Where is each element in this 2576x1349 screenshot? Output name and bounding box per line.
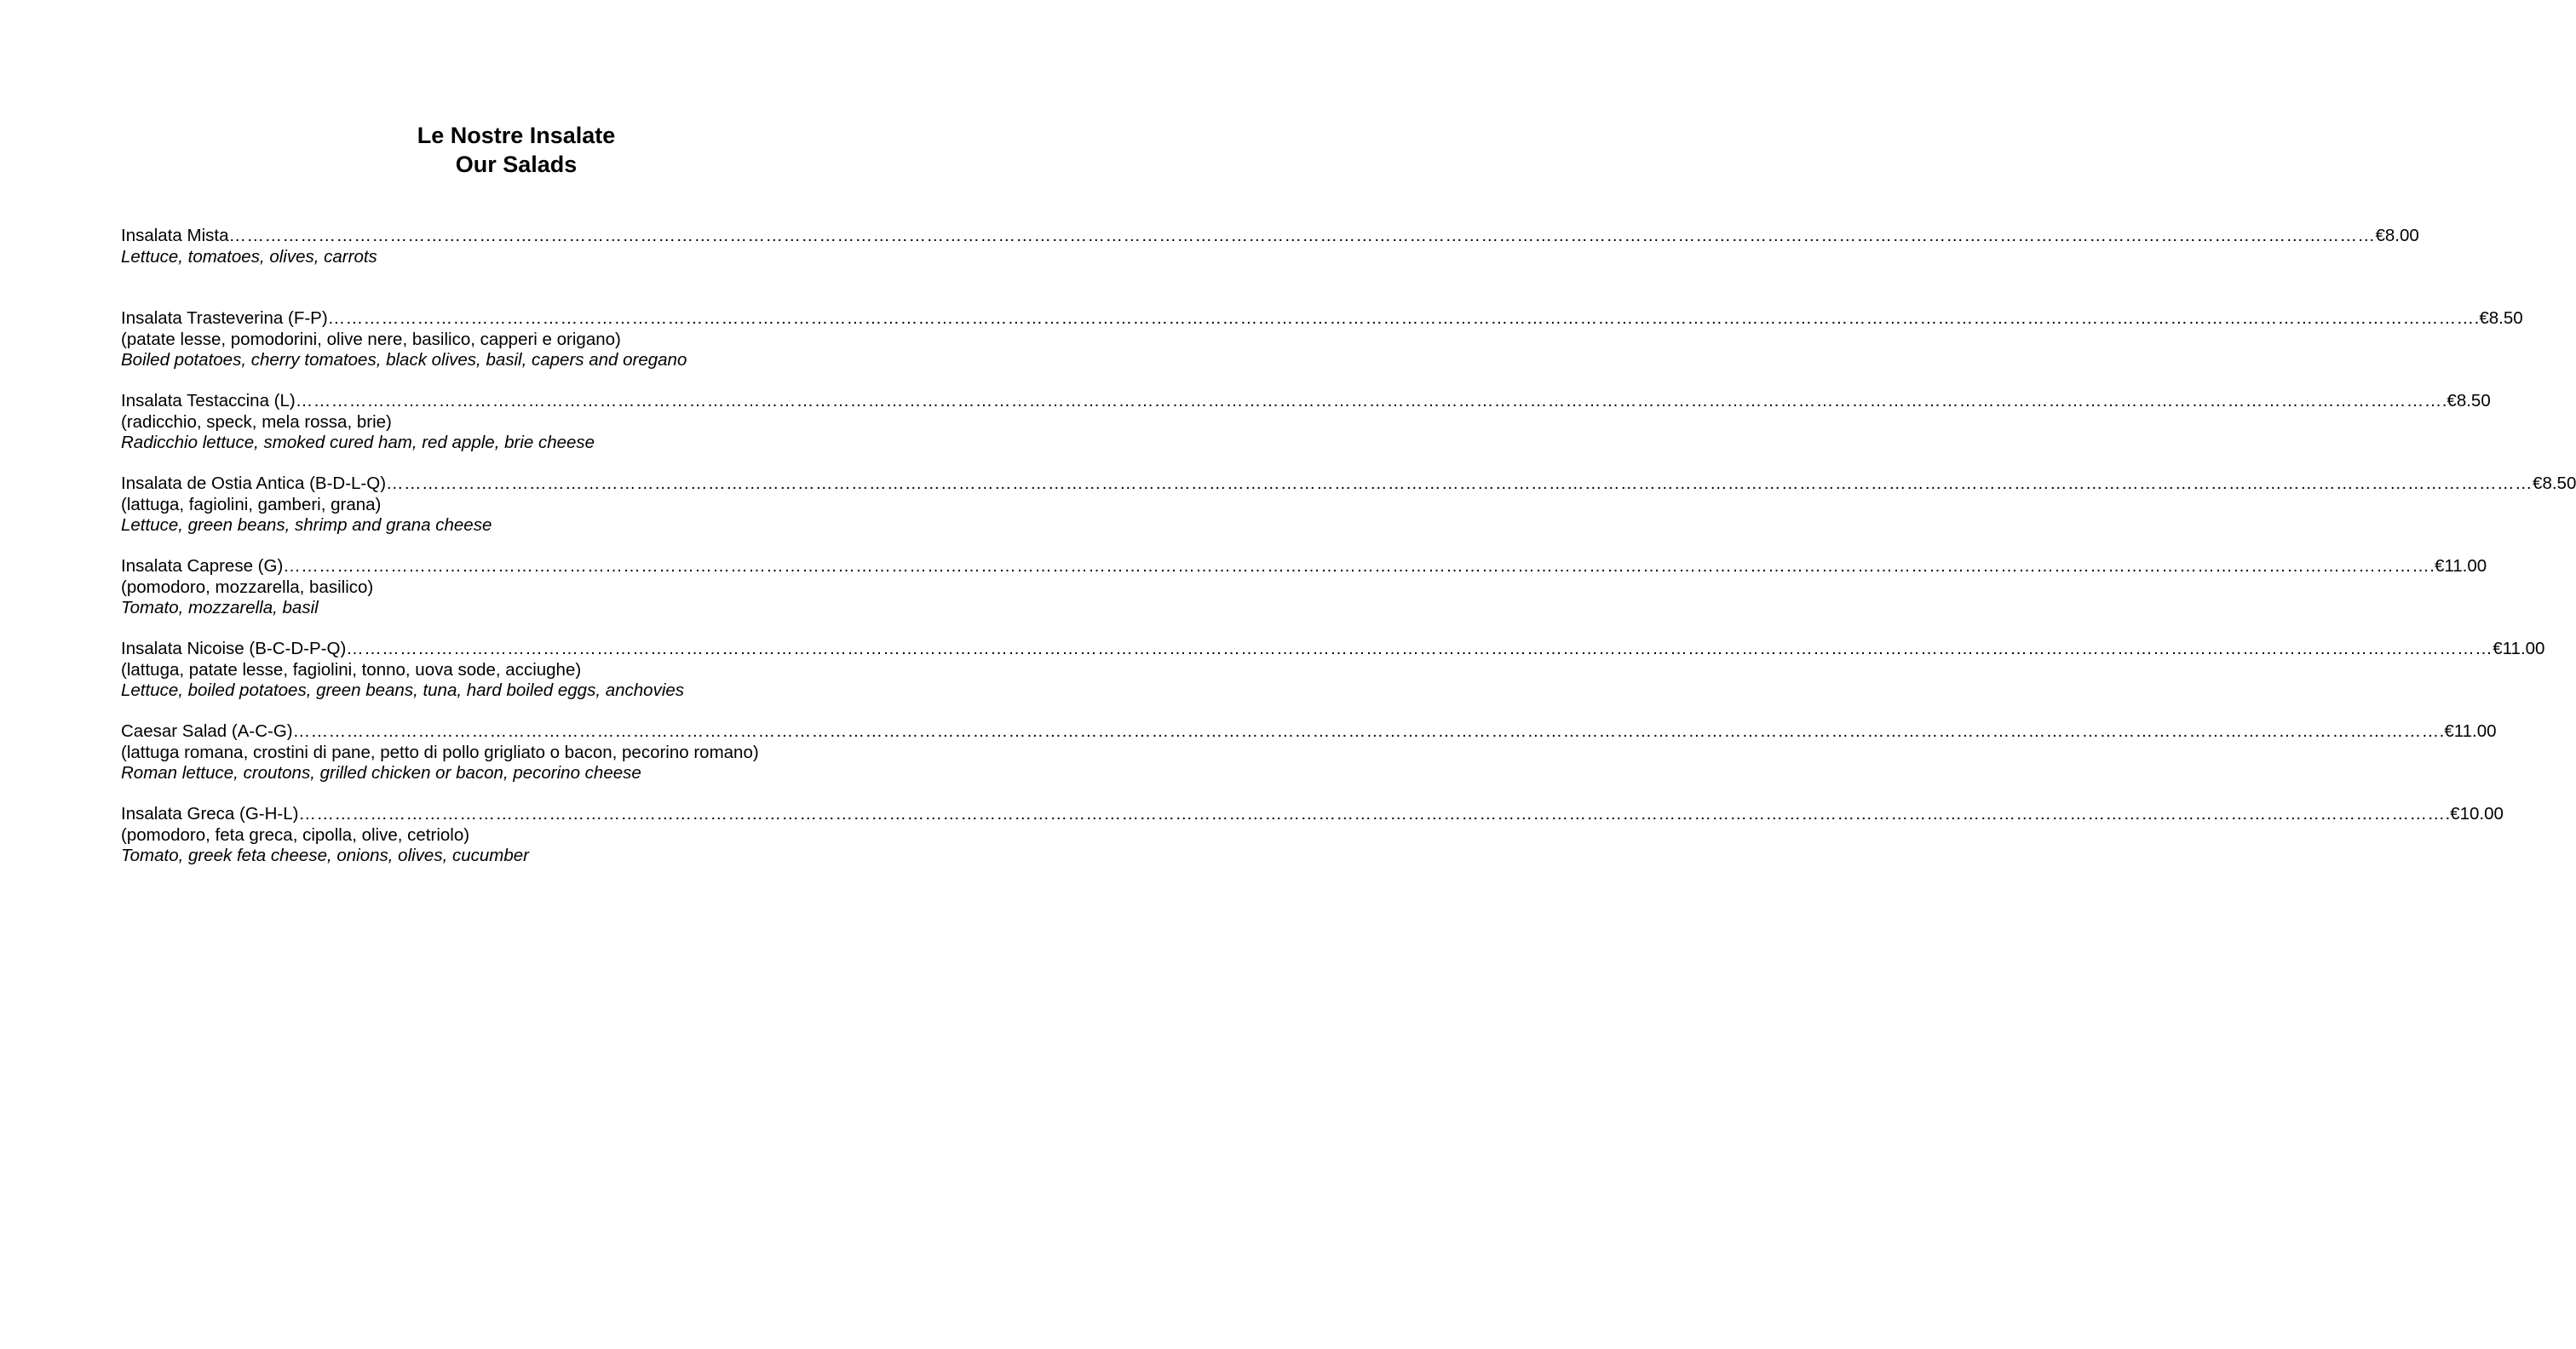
menu-item-description-english: Lettuce, green beans, shrimp and grana cheese <box>121 515 492 535</box>
menu-item <box>121 474 2576 556</box>
dot-leader: ……………………………………………………………………………………………………………………………………………………………………………………………………………………………………………………………………………………………………………………………… <box>298 804 2446 824</box>
title-italian: Le Nostre Insalate <box>417 123 616 148</box>
dot-leader: ……………………………………………………………………………………………………………………………………………………………………………………………………………………………………………………………………………………………………………………………… <box>283 556 2430 576</box>
dot-leader: ……………………………………………………………………………………………………………………………………………………………………………………………………………………………………………………………………………………………………………………………… <box>327 308 2475 328</box>
menu-item-name: Insalata Trasteverina (F-P) <box>121 308 328 328</box>
menu-item-description-english: Tomato, greek feta cheese, onions, olives, cucumber <box>121 846 529 865</box>
menu-item-description-english: Boiled potatoes, cherry tomatoes, black olives, basil, capers and oregano <box>121 350 687 370</box>
menu-item-row <box>121 308 2523 330</box>
menu-item-name: Insalata Nicoise (B-C-D-P-Q) <box>121 639 347 658</box>
menu-item <box>121 391 2491 474</box>
menu-item <box>121 308 2523 391</box>
menu-item <box>121 721 2497 804</box>
menu-item-description-italian: (radicchio, speck, mela rossa, brie) <box>121 411 392 432</box>
menu-item-description-italian: (lattuga, patate lesse, fagiolini, tonno, uova sode, acciughe) <box>121 659 582 680</box>
dot-leader: ……………………………………………………………………………………………………………………………………………………………………………………………………………………………………………………………………………………………………………………………… <box>292 721 2440 741</box>
menu-item-description-english: Lettuce, boiled potatoes, green beans, tuna, hard boiled eggs, anchovies <box>121 680 685 700</box>
menu-item <box>121 639 2545 721</box>
menu-item-price: €8.00 <box>2375 226 2419 245</box>
menu-item <box>121 804 2504 887</box>
title-english: Our Salads <box>455 152 578 177</box>
menu-item-name: Insalata Caprese (G) <box>121 556 284 576</box>
menu-item <box>121 556 2487 639</box>
menu-item-description-english: Lettuce, tomatoes, olives, carrots <box>121 246 377 267</box>
menu-item-price: .€11.00 <box>2439 721 2497 741</box>
menu-item-row <box>121 391 2491 412</box>
menu-item-price: .€8.50 <box>2474 308 2523 328</box>
menu-item-name: Caesar Salad (A-C-G) <box>121 721 293 741</box>
menu-item-name: Insalata de Ostia Antica (B-D-L-Q) <box>121 474 387 493</box>
menu-item-price: .€10.00 <box>2445 804 2504 824</box>
dot-leader: ……………………………………………………………………………………………………………………………………………………………………………………………………………………………………………………………………………………………………………………………… <box>386 474 2533 493</box>
page-title <box>0 121 1032 179</box>
menu-item-description-english: Radicchio lettuce, smoked cured ham, red apple, brie cheese <box>121 433 595 452</box>
menu-item-name: Insalata Mista <box>121 226 229 245</box>
menu-item-row <box>121 226 2419 247</box>
menu-item-description-italian: (pomodoro, mozzarella, basilico) <box>121 577 374 597</box>
menu-item-name: Insalata Testaccina (L) <box>121 391 296 410</box>
dot-leader: ……………………………………………………………………………………………………………………………………………………………………………………………………………………………………………………………………………………………………………………………… <box>346 639 2493 658</box>
menu-item-description-italian: (lattuga romana, crostini di pane, petto di pollo grigliato o bacon, pecorino romano) <box>121 742 759 762</box>
menu-item-description-english: Tomato, mozzarella, basil <box>121 598 319 617</box>
menu-item-price: .€8.50 <box>2441 391 2491 410</box>
menu-item-row <box>121 804 2504 825</box>
menu-item-name: Insalata Greca (G-H-L) <box>121 804 299 824</box>
menu-item-description-italian: (patate lesse, pomodorini, olive nere, basilico, capperi e origano) <box>121 329 621 349</box>
menu-item-price: €11.00 <box>2493 639 2545 658</box>
dot-leader: ……………………………………………………………………………………………………………………………………………………………………………………………………………………………………………………………………………………………………………………………… <box>295 391 2442 410</box>
menu-item <box>121 226 2419 308</box>
menu-item-description-italian: (pomodoro, feta greca, cipolla, olive, cetriolo) <box>121 824 470 845</box>
dot-leader: ……………………………………………………………………………………………………………………………………………………………………………………………………………………………………………………………………………………………………………………………… <box>228 226 2376 245</box>
menu-item-row <box>121 639 2545 660</box>
salad-list <box>121 226 2576 887</box>
menu-item-description-italian: (lattuga, fagiolini, gamberi, grana) <box>121 494 382 514</box>
menu-item-row <box>121 556 2487 577</box>
menu-item-description-english: Roman lettuce, croutons, grilled chicken or bacon, pecorino cheese <box>121 763 641 783</box>
menu-item-price: €8.50 <box>2533 474 2576 493</box>
menu-item-row <box>121 721 2497 743</box>
menu-item-row <box>121 474 2576 495</box>
menu-item-price: .€11.00 <box>2429 556 2487 576</box>
